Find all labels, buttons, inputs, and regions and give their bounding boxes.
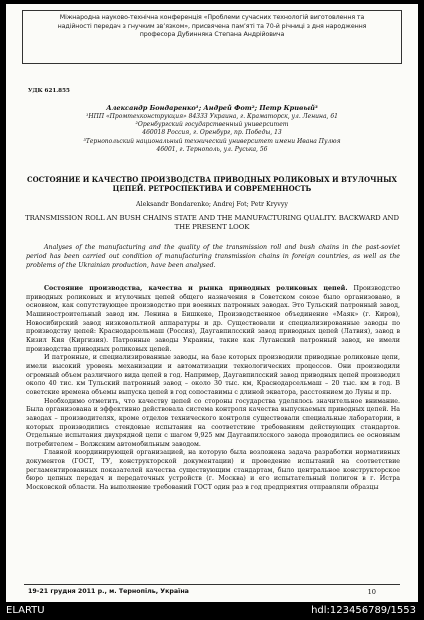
udk-code: УДК 621.855 bbox=[28, 88, 70, 94]
paragraph-1-lead: Состояние производства, качества и рынка приводных роликовых цепей. bbox=[44, 285, 348, 292]
affiliation-3-name: ³Тернопольский национальный технический университет имени Ивана Пулюя bbox=[83, 137, 341, 145]
conference-header-box bbox=[22, 10, 402, 64]
conference-header-line-1: Міжнародна науково-технічна конференція «Проблеми сучасних технологій виготовлення та bbox=[59, 14, 365, 21]
repository-label: ELARTU bbox=[6, 605, 45, 616]
footer-divider bbox=[24, 584, 400, 585]
handle-identifier: hdl:123456789/1553 bbox=[311, 605, 416, 616]
english-title: TRANSMISSION ROLL AN BUSH CHAINS STATE AND THE MANUFACTURING QUALITY. BACKWARD AND THE PRESENT LOOK bbox=[25, 214, 399, 232]
paragraph-1 bbox=[26, 285, 400, 354]
paragraph-4: Главной координирующей организацией, на которую была возложена задача разработки нормативных документов (ГОСТ, ТУ, конструкторской документации) и проведение испытаний на соответствие регламентированных показателей качества существующим стандартам, было центральное конструкторское бюро цепных передач и передаточных устройств (г. Москва) и его испытательный полигон в г. Истра Московской области. На выполнение требований ГОСТ один раз в год предприятия отправляли образцы bbox=[26, 449, 400, 492]
affiliation-2-name: ²Оренбургский государственный университет bbox=[135, 121, 289, 129]
affiliation-2-address: 460018 Россия, г. Оренбург, пр. Победы, 13 bbox=[142, 129, 282, 137]
english-authors: Aleksandr Bondarenko; Andrej Fot; Petr Kryvyy bbox=[136, 201, 288, 208]
footer-event-date: 19-21 грудня 2011 р., м. Тернопіль, Україна bbox=[28, 588, 189, 595]
conference-header-line-3: професора Дубинняка Степана Андрійовича bbox=[139, 31, 285, 39]
conference-header-line-2: надійності передач з гнучким зв’язком», присвячена пам’яті та 70-й річниці з дня народження bbox=[57, 22, 367, 30]
paragraph-3: Необходимо отметить, что качеству цепей со стороны государства уделялось значительное внимание. Была организована и эффективно действовала система контроля качества выпускаемых приводных цепей. На заводах – производителях, кроме отделов технического контроля существовали специальные лаборатории, в которых производились стендовые испытания на соответствие требованиям действующих стандартов. Отдельные испытания двухрядной цепи с шагом 9,925 мм Даугавпилсского завода проводились ее основным потребителем – Волжским автомобильным заводом. bbox=[26, 397, 400, 448]
affiliation-3-address: 46001, г. Тернополь, ул. Руська, 56 bbox=[156, 145, 268, 153]
body-text bbox=[26, 285, 400, 493]
paragraph-1-text: Производство приводных роликовых и втулочных цепей общего назначения в Советском союзе было организовано, в основном, как сопутствующее производство при военных патронных заводах. Это Тульский патронный завод, Машиностроительный завод им. Ленина в Бишкеке, Производственное объединение «Маяк» (г. Киров), Новосибирский завод низковольтной аппаратуры и др. Существовали и специализированные заводы по производству цепей: Краснодарсельмаш (Россия), Даугавпилсский завод приводных цепей (Латвия), завод в Кизил Кия (Киргизия). Патронные заводы Украины, такие как Луганский патронный завод, не имели производства приводных роликовых цепей. bbox=[26, 285, 400, 353]
author-names: Александр Бондаренко¹; Андрей Фот²; Петр Кривый³ bbox=[106, 104, 318, 112]
paragraph-2: И патронные, и специализированные заводы, на базе которых производили приводные роликовые цепи, имели высокий уровень механизации и автоматизации технологических процессов. Они производили огромный объем различного вида цепей в год. Например, Даугавпилсский завод приводных цепей производил около 40 тис. км Тульский патронный завод – около 30 тыс. км, Краснодарсельмаш – 20 тыс. км в год. В советские времена объемы выпуска цепей в год сопоставимы с длиной экватора, расстоянием до Луны и пр. bbox=[26, 354, 400, 396]
page-number: 10 bbox=[367, 588, 376, 596]
paper-page bbox=[6, 4, 418, 602]
abstract: Analyses of the manufacturing and the quality of the transmission roll and bush chains in the past-soviet period has been carried out condition of manufacturing transmission chains in foreign countries, as well as the problems of the Ukrainian production, have been analysed. bbox=[26, 244, 400, 269]
authors-block bbox=[26, 104, 398, 154]
affiliation-1: ¹НПП «Промтехконструкция» 84333 Украина, г. Краматорск, ул. Ленина, 61 bbox=[85, 113, 339, 120]
paper-title: СОСТОЯНИЕ И КАЧЕСТВО ПРОИЗВОДСТВА ПРИВОДНЫХ РОЛИКОВЫХ И ВТУЛОЧНЫХ ЦЕПЕЙ. РЕТРОСПЕКТИВА И СОВРЕМЕННОСТЬ bbox=[27, 175, 397, 194]
